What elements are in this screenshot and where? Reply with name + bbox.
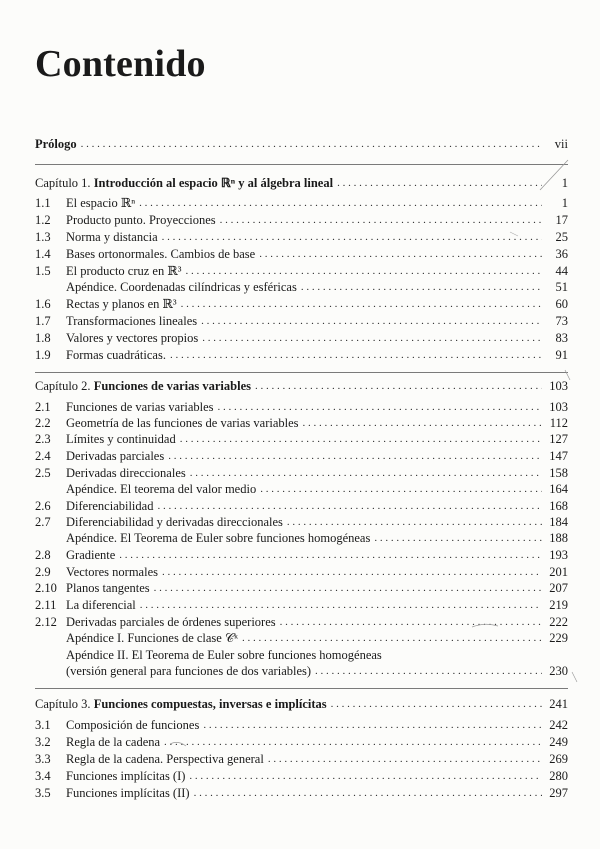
entry-number: 3.5 — [35, 786, 51, 800]
entry-page: 207 — [549, 581, 568, 595]
entry-number: 2.8 — [35, 548, 51, 562]
entry-title: Composición de funciones — [66, 718, 200, 732]
entry-page: 184 — [549, 515, 568, 529]
entry-title: La diferencial — [66, 598, 136, 612]
entry-number: 1.2 — [35, 213, 51, 227]
chapter-title: Funciones compuestas, inversas e implícitas — [93, 697, 327, 711]
entry-page: 73 — [555, 314, 568, 328]
entry-number: 3.3 — [35, 752, 51, 766]
entry-title: Diferenciabilidad y derivadas direccionales — [66, 515, 283, 529]
entry-number: 1.8 — [35, 331, 51, 345]
entry-page: 241 — [549, 697, 568, 711]
entry-title: Regla de la cadena. Perspectiva general — [66, 752, 264, 766]
entry-title: Transformaciones lineales — [66, 314, 198, 328]
entry-page: 297 — [549, 786, 568, 800]
entry-number: 2.4 — [35, 449, 51, 463]
entry-number: 2.11 — [35, 598, 57, 612]
entry-page: 1 — [561, 176, 568, 190]
chapter-title: Introducción al espacio ℝⁿ y al álgebra lineal — [93, 176, 334, 190]
entry-number: 2.5 — [35, 466, 51, 480]
entry-number: 2.2 — [35, 416, 51, 430]
entry-title: El espacio ℝⁿ — [66, 196, 136, 210]
chapter-prefix: Capítulo 3. — [35, 697, 91, 711]
entry-number: 2.3 — [35, 432, 51, 446]
appendix-title-line: Apéndice II. El Teorema de Euler sobre funciones homogéneas — [66, 648, 382, 662]
entry-title: Regla de la cadena — [66, 735, 161, 749]
entry-number: 1.6 — [35, 297, 51, 311]
entry-title: Norma y distancia — [66, 230, 158, 244]
entry-title: Derivadas parciales de órdenes superiores — [66, 615, 276, 629]
entry-number: 2.6 — [35, 499, 51, 513]
entry-page: 168 — [549, 499, 568, 513]
entry-title: Planos tangentes — [66, 581, 150, 595]
entry-number: 3.4 — [35, 769, 51, 783]
entry-title: Funciones implícitas (II) — [66, 786, 190, 800]
entry-page: 51 — [555, 280, 568, 294]
entry-title: Gradiente — [66, 548, 116, 562]
entry-number: 2.9 — [35, 565, 51, 579]
entry-title: Derivadas parciales — [66, 449, 165, 463]
entry-title: Apéndice. El Teorema de Euler sobre funciones homogéneas — [66, 531, 371, 545]
entry-number: 2.10 — [35, 581, 57, 595]
entry-page: 188 — [549, 531, 568, 545]
entry-title: Funciones implícitas (I) — [66, 769, 186, 783]
entry-number: 2.7 — [35, 515, 51, 529]
entry-title: Vectores normales — [66, 565, 158, 579]
entry-title: Apéndice. El teorema del valor medio — [66, 482, 257, 496]
entry-page: 25 — [555, 230, 568, 244]
entry-page: 17 — [555, 213, 568, 227]
entry-number: 1.7 — [35, 314, 51, 328]
entry-title: Apéndice. Coordenadas cilíndricas y esféricas — [66, 280, 297, 294]
entry-title: (versión general para funciones de dos variables) — [66, 664, 312, 678]
entry-page: 219 — [549, 598, 568, 612]
entry-number: 2.12 — [35, 615, 57, 629]
entry-page: 127 — [549, 432, 568, 446]
entry-page: 193 — [549, 548, 568, 562]
entry-page: 230 — [549, 664, 568, 678]
entry-page: 229 — [549, 631, 568, 645]
chapter-prefix: Capítulo 1. — [35, 176, 91, 190]
entry-page: 158 — [549, 466, 568, 480]
entry-number: 1.5 — [35, 264, 51, 278]
entry-number: 2.1 — [35, 400, 51, 414]
entry-page: 103 — [549, 379, 568, 393]
entry-number: 1.4 — [35, 247, 51, 261]
entry-page: 60 — [555, 297, 568, 311]
entry-title: Valores y vectores propios — [66, 331, 199, 345]
chapter-prefix: Capítulo 2. — [35, 379, 91, 393]
entry-page: 249 — [549, 735, 568, 749]
entry-number: 1.3 — [35, 230, 51, 244]
entry-number: 1.1 — [35, 196, 51, 210]
chapter-title: Funciones de varias variables — [93, 379, 251, 393]
entry-title: Apéndice I. Funciones de clase 𝒞ᵏ — [66, 631, 239, 645]
entry-title: Derivadas direccionales — [66, 466, 186, 480]
entry-title: Formas cuadráticas. — [66, 348, 166, 362]
entry-page: 164 — [549, 482, 568, 496]
entry-page: 201 — [549, 565, 568, 579]
entry-title: Funciones de varias variables — [66, 400, 214, 414]
entry-page: 242 — [549, 718, 568, 732]
entry-title: Límites y continuidad — [66, 432, 176, 446]
entry-page: 112 — [549, 416, 568, 430]
entry-title: Producto punto. Proyecciones — [66, 213, 216, 227]
entry-number: 1.9 — [35, 348, 51, 362]
entry-title: Diferenciabilidad — [66, 499, 154, 513]
entry-page: 1 — [561, 196, 568, 210]
entry-title: Geometría de las funciones de varias variables — [66, 416, 299, 430]
entry-page: 83 — [555, 331, 568, 345]
entry-page: 36 — [555, 247, 568, 261]
entry-title: Rectas y planos en ℝ³ — [66, 297, 177, 311]
entry-page: 269 — [549, 752, 568, 766]
entry-page: 103 — [549, 400, 568, 414]
entry-page: vii — [554, 137, 568, 151]
entry-page: 147 — [549, 449, 568, 463]
entry-page: 222 — [549, 615, 568, 629]
entry-title: Bases ortonormales. Cambios de base — [66, 247, 256, 261]
entry-page: 44 — [555, 264, 568, 278]
entry-number: 3.2 — [35, 735, 51, 749]
page-title: Contenido — [35, 43, 206, 85]
entry-page: 280 — [549, 769, 568, 783]
entry-title: El producto cruz en ℝ³ — [66, 264, 182, 278]
entry-number: 3.1 — [35, 718, 51, 732]
entry-page: 91 — [555, 348, 568, 362]
entry-title: Prólogo — [35, 137, 77, 151]
